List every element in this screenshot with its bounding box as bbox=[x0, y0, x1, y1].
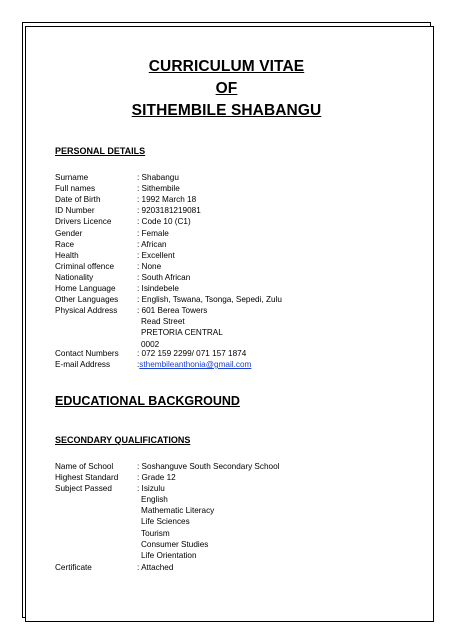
personal-row-label: Gender bbox=[55, 228, 83, 238]
contact-numbers-label: Contact Numbers bbox=[55, 349, 119, 358]
personal-row bbox=[55, 261, 161, 272]
personal-details-heading: PERSONAL DETAILS bbox=[55, 146, 146, 156]
personal-row-label: Race bbox=[55, 239, 75, 249]
personal-row-label: Drivers Licence bbox=[55, 217, 112, 227]
personal-row-label: ID Number bbox=[55, 206, 95, 216]
certificate-row bbox=[55, 562, 173, 573]
cv-title: CURRICULUM VITAE bbox=[148, 58, 305, 75]
subject-item: Life Orientation bbox=[141, 551, 197, 560]
personal-row-value: : Isindebele bbox=[137, 284, 179, 293]
personal-row-label: Nationality bbox=[55, 272, 94, 282]
personal-row-value: : Sithembile bbox=[137, 184, 180, 194]
personal-row bbox=[55, 272, 190, 283]
subject-item: Tourism bbox=[141, 528, 170, 538]
personal-row-value: : English, Tswana, Tsonga, Sepedi, Zulu bbox=[137, 295, 282, 305]
standard-value: : Grade 12 bbox=[137, 473, 176, 482]
contact-numbers-row bbox=[55, 348, 246, 359]
personal-row-value: : 9203181219081 bbox=[137, 206, 201, 216]
address-line: Read Street bbox=[141, 317, 185, 327]
subjects-row bbox=[55, 483, 165, 494]
school-row bbox=[55, 461, 279, 472]
personal-row-label: Surname bbox=[55, 173, 89, 182]
personal-row bbox=[55, 239, 167, 250]
personal-row bbox=[55, 294, 282, 305]
subject-item: Consumer Studies bbox=[141, 539, 209, 549]
personal-row bbox=[55, 205, 201, 216]
personal-row-value: : Female bbox=[137, 228, 169, 238]
contact-numbers-value: : 072 159 2299/ 071 157 1874 bbox=[137, 349, 247, 358]
personal-row bbox=[55, 250, 175, 261]
personal-row-label: Home Language bbox=[55, 284, 116, 293]
personal-row bbox=[55, 283, 179, 294]
personal-row-value: : 601 Berea Towers bbox=[137, 306, 208, 316]
school-label: Name of School bbox=[55, 462, 114, 471]
personal-row bbox=[55, 216, 191, 227]
email-label: E-mail Address bbox=[55, 360, 111, 369]
subjects-label: Subject Passed bbox=[55, 484, 112, 493]
subject-item: English bbox=[141, 495, 168, 504]
personal-row-value: : Code 10 (C1) bbox=[137, 217, 191, 227]
subject-item: Life Sciences bbox=[141, 517, 190, 527]
personal-row-label: Physical Address bbox=[55, 306, 118, 316]
address-line: PRETORIA CENTRAL bbox=[141, 328, 223, 338]
educational-background-heading: EDUCATIONAL BACKGROUND bbox=[55, 394, 240, 408]
email-link[interactable]: sthembileanthonia@gmail.com bbox=[139, 360, 252, 369]
certificate-label: Certificate bbox=[55, 563, 92, 572]
personal-row-label: Health bbox=[55, 250, 79, 260]
personal-row-value: : African bbox=[137, 239, 167, 249]
personal-row bbox=[55, 183, 180, 194]
personal-row-value: : Excellent bbox=[137, 250, 175, 260]
email-prefix: : bbox=[137, 360, 140, 369]
cv-name: SITHEMBILE SHABANGU bbox=[131, 102, 322, 119]
personal-row-label: Full names bbox=[55, 184, 96, 194]
personal-row-label: Other Languages bbox=[55, 295, 119, 305]
school-value: : Soshanguve South Secondary School bbox=[137, 462, 280, 471]
personal-row-label: Date of Birth bbox=[55, 195, 101, 205]
personal-row-value: : 1992 March 18 bbox=[137, 195, 197, 205]
personal-row bbox=[55, 172, 179, 183]
personal-row bbox=[55, 194, 196, 205]
standard-label: Highest Standard bbox=[55, 473, 119, 482]
certificate-value: : Attached bbox=[137, 563, 174, 572]
address-line: 0002 bbox=[141, 339, 160, 349]
secondary-qualifications-heading: SECONDARY QUALIFICATIONS bbox=[55, 435, 191, 445]
subject-item: Mathematic Literacy bbox=[141, 506, 215, 516]
personal-row bbox=[55, 305, 207, 316]
personal-row-label: Criminal offence bbox=[55, 261, 115, 271]
subjects-first: : Isizulu bbox=[137, 484, 165, 493]
email-row bbox=[55, 359, 251, 370]
standard-row bbox=[55, 472, 176, 483]
personal-row-value: : None bbox=[137, 261, 162, 271]
cv-title-of: OF bbox=[215, 80, 238, 97]
personal-row bbox=[55, 228, 169, 239]
personal-row-value: : Shabangu bbox=[137, 173, 179, 182]
personal-row-value: : South African bbox=[137, 272, 191, 282]
